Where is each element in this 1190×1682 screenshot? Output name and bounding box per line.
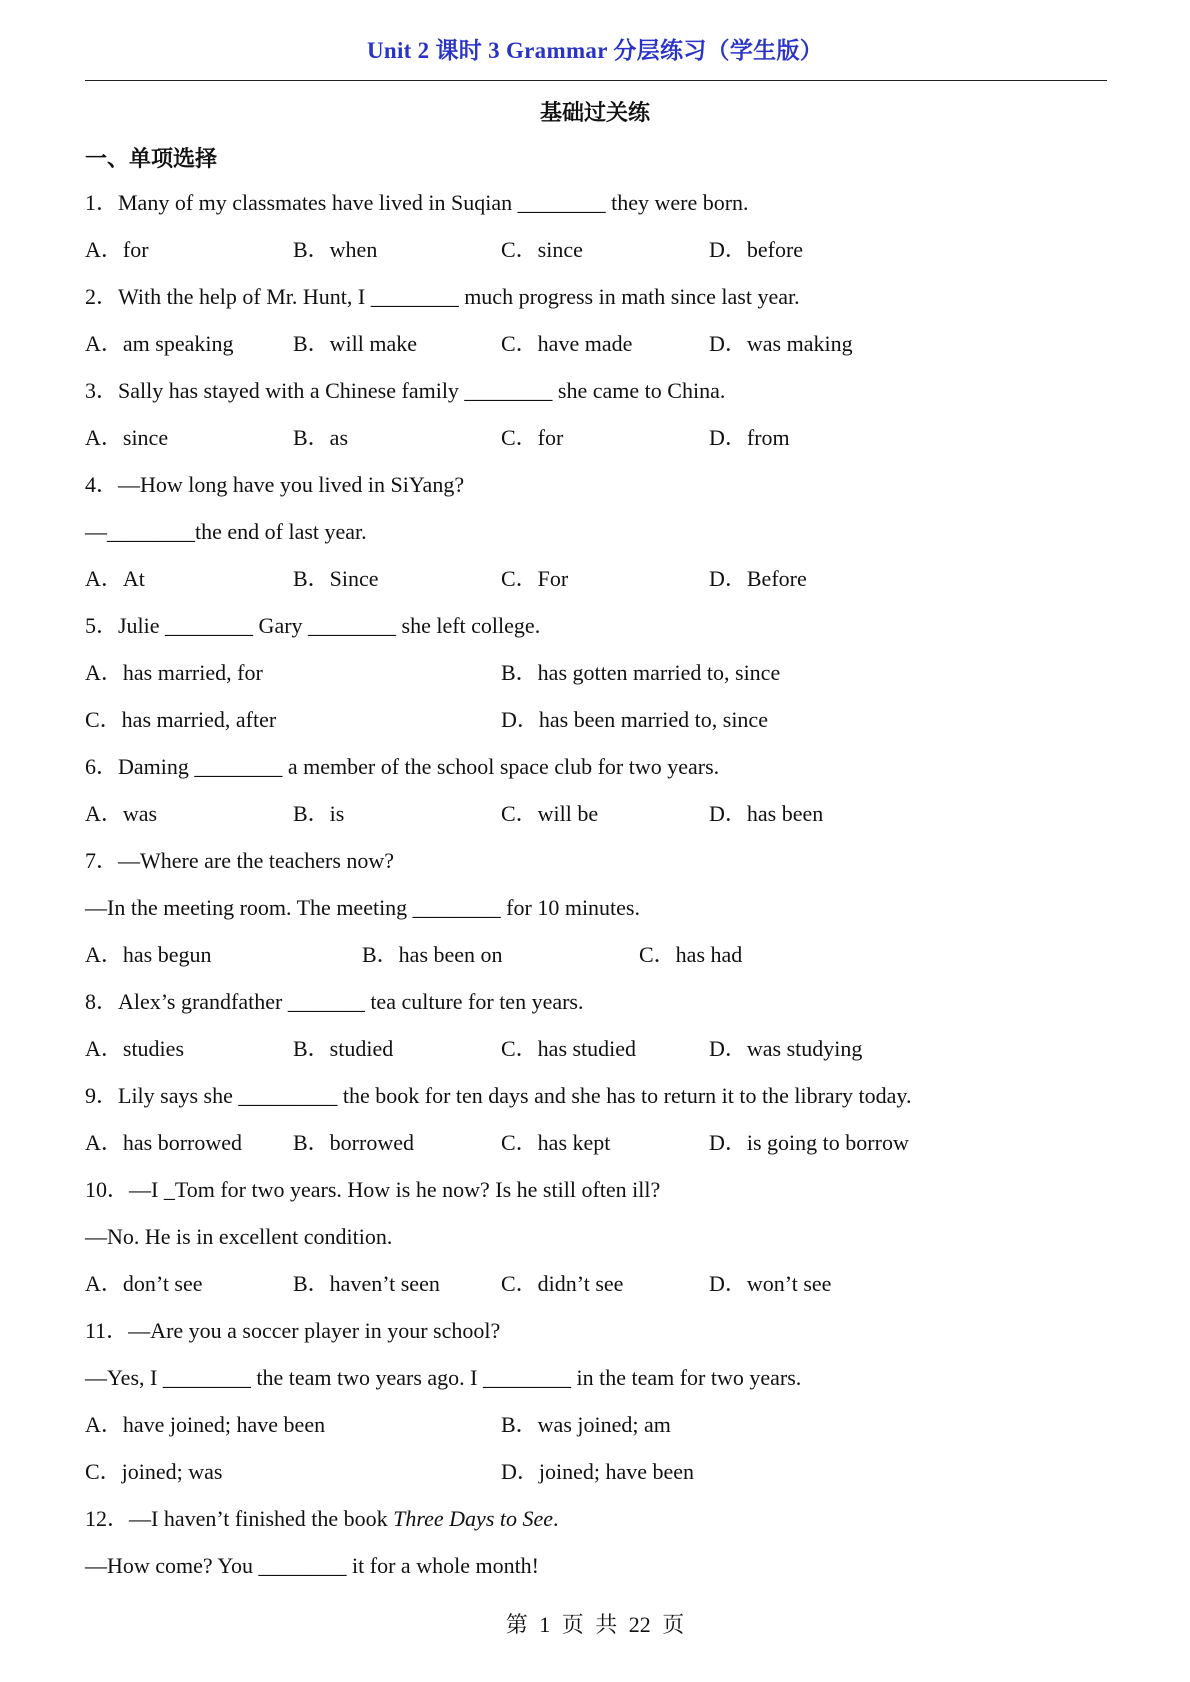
question-options [85, 320, 1107, 367]
question-stem: 1．Many of my classmates have lived in Suqian ________ they were born. [85, 190, 749, 215]
question-stem: 7．—Where are the teachers now? [85, 848, 395, 873]
document-header-title: Unit 2 课时 3 Grammar 分层练习（学生版） [366, 38, 824, 63]
option-c[interactable]: C．has kept [501, 1130, 611, 1155]
option-d[interactable]: D．won’t see [709, 1271, 832, 1296]
question-stem [85, 1495, 1107, 1542]
option-c[interactable]: C．will be [501, 801, 599, 826]
option-b[interactable]: B．as [293, 425, 349, 450]
option-a[interactable]: A．At [85, 566, 145, 591]
header-divider [85, 80, 1107, 81]
question-options [85, 649, 1107, 696]
option-a[interactable]: A．have joined; have been [85, 1412, 326, 1437]
option-b[interactable]: B．has gotten married to, since [501, 660, 781, 685]
question-options [85, 696, 1107, 743]
question-stem: 9．Lily says she _________ the book for ten days and she has to return it to the library today. [85, 1083, 912, 1108]
option-c[interactable]: C．has had [639, 942, 743, 967]
footer-label-page-unit: 页 [561, 1612, 584, 1637]
questions-container [85, 179, 1107, 1589]
option-a[interactable]: A．was [85, 801, 158, 826]
question-options [85, 414, 1107, 461]
question-stem: 2．With the help of Mr. Hunt, I ________ much progress in math since last year. [85, 284, 800, 309]
option-b[interactable]: B．haven’t seen [293, 1271, 440, 1296]
option-a[interactable]: A．has borrowed [85, 1130, 243, 1155]
question-options [85, 1448, 1107, 1495]
option-b[interactable]: B．borrowed [293, 1130, 414, 1155]
option-b[interactable]: B．is [293, 801, 345, 826]
option-d[interactable]: D．is going to borrow [709, 1130, 909, 1155]
question-stem: 10．—I _Tom for two years. How is he now? Is he still often ill? [85, 1177, 661, 1202]
option-c[interactable]: C．didn’t see [501, 1271, 624, 1296]
option-c[interactable]: C．since [501, 237, 583, 262]
option-c[interactable]: C．has studied [501, 1036, 637, 1061]
part-title: 一、单项选择 [85, 146, 218, 171]
question-stem-reply: —No. He is in excellent condition. [85, 1224, 393, 1249]
option-d[interactable]: D．Before [709, 566, 807, 591]
question-options [85, 1260, 1107, 1307]
question-stem: 6．Daming ________ a member of the school space club for two years. [85, 754, 720, 779]
option-c[interactable]: C．has married, after [85, 707, 277, 732]
option-b[interactable]: B．will make [293, 331, 418, 356]
option-b[interactable]: B．Since [293, 566, 379, 591]
question-stem-suffix: . [553, 1506, 559, 1531]
question-options [85, 790, 1107, 837]
question-options [85, 1401, 1107, 1448]
question-stem: 8．Alex’s grandfather _______ tea culture for ten years. [85, 989, 584, 1014]
option-c[interactable]: C．For [501, 566, 569, 591]
total-pages-number: 22 [628, 1612, 651, 1637]
option-a[interactable]: A．for [85, 237, 149, 262]
question-options [85, 931, 1107, 978]
book-title: Three Days to See [393, 1506, 554, 1531]
option-d[interactable]: D．before [709, 237, 804, 262]
section-title: 基础过关练 [539, 100, 650, 125]
footer-label-page: 第 [505, 1612, 528, 1637]
question-stem-reply: —________the end of last year. [85, 519, 367, 544]
option-b[interactable]: B．has been on [362, 942, 503, 967]
option-d[interactable]: D．from [709, 425, 790, 450]
option-c[interactable]: C．joined; was [85, 1459, 223, 1484]
question-options [85, 555, 1107, 602]
question-options [85, 1119, 1107, 1166]
option-b[interactable]: B．when [293, 237, 378, 262]
question-stem-reply: —In the meeting room. The meeting ________ for 10 minutes. [85, 895, 640, 920]
option-b[interactable]: B．studied [293, 1036, 394, 1061]
option-a[interactable]: A．am speaking [85, 331, 234, 356]
question-stem: 5．Julie ________ Gary ________ she left college. [85, 613, 541, 638]
option-d[interactable]: D．has been [709, 801, 824, 826]
question-options [85, 226, 1107, 273]
option-d[interactable]: D．has been married to, since [501, 707, 768, 732]
question-stem: 4．—How long have you lived in SiYang? [85, 472, 465, 497]
option-a[interactable]: A．has begun [85, 942, 212, 967]
question-options [85, 1025, 1107, 1072]
question-stem-prefix: 12．—I haven’t finished the book [85, 1506, 394, 1531]
current-page-number: 1 [539, 1612, 551, 1637]
question-stem: 3．Sally has stayed with a Chinese family ________ she came to China. [85, 378, 726, 403]
footer-label-total: 共 [595, 1612, 618, 1637]
option-b[interactable]: B．was joined; am [501, 1412, 671, 1437]
question-stem: 11．—Are you a soccer player in your school? [85, 1318, 501, 1343]
option-d[interactable]: D．was making [709, 331, 853, 356]
option-c[interactable]: C．have made [501, 331, 633, 356]
footer-label-total-unit: 页 [662, 1612, 685, 1637]
option-a[interactable]: A．studies [85, 1036, 185, 1061]
option-a[interactable]: A．since [85, 425, 169, 450]
option-d[interactable]: D．was studying [709, 1036, 863, 1061]
option-a[interactable]: A．has married, for [85, 660, 263, 685]
page-footer [0, 1608, 1190, 1639]
question-stem-reply: —Yes, I ________ the team two years ago. I ________ in the team for two years. [85, 1365, 802, 1390]
question-stem-reply: —How come? You ________ it for a whole month! [85, 1553, 540, 1578]
option-c[interactable]: C．for [501, 425, 564, 450]
option-a[interactable]: A．don’t see [85, 1271, 203, 1296]
option-d[interactable]: D．joined; have been [501, 1459, 695, 1484]
